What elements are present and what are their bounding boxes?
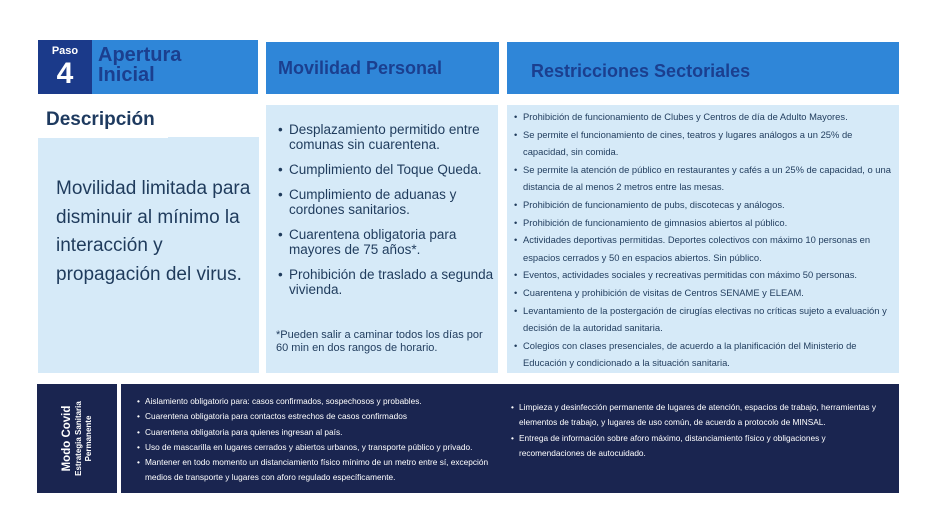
list-item: • Cumplimiento del Toque Queda. (278, 162, 496, 177)
step-title-line2: Inicial (98, 64, 155, 86)
covid-side-title: Modo Covid (60, 405, 73, 472)
list-item: • Prohibición de funcionamiento de pubs, discotecas y análogos. (514, 196, 894, 214)
list-item: • Limpieza y desinfección permanente de lugares de atención, espacios de trabajo, herramientas y elementos de trabajo, y lugares de uso común, de acuerdo a protocolo de MINSAL. (511, 400, 891, 431)
restricciones-header: Restricciones Sectoriales (507, 42, 899, 94)
covid-side-label (37, 384, 117, 493)
list-item: • Se permite la atención de público en restaurantes y cafés a un 25% de capacidad, o una distancia de al menos 2 metros entre las mesas. (514, 161, 894, 196)
step-title-line1: Apertura (98, 44, 182, 66)
list-item: • Entrega de información sobre aforo máximo, distanciamiento físico y obligaciones y recomendaciones de autocuidado. (511, 431, 891, 462)
covid-left-list (137, 394, 507, 486)
list-item: • Prohibición de funcionamiento de Clubes y Centros de día de Adulto Mayores. (514, 108, 894, 126)
list-item: • Uso de mascarilla en lugares cerrados y abiertos urbanos, y transporte público y privado. (137, 440, 507, 455)
movilidad-footnote: *Pueden salir a caminar todos los días por 60 min en dos rangos de horario. (276, 329, 483, 354)
list-item: • Cuarentena obligatoria para contactos estrechos de casos confirmados (137, 409, 507, 424)
list-item: • Mantener en todo momento un distanciamiento físico mínimo de un metro entre sí, excepción medios de transporte y lugares con aforo regulado específicamente. (137, 455, 507, 486)
step-badge (38, 40, 92, 94)
description-tab: Descripción (38, 105, 168, 138)
list-item: • Eventos, actividades sociales y recreativas permitidas con máximo 50 personas. (514, 266, 894, 284)
list-item: • Prohibición de traslado a segunda vivienda. (278, 267, 496, 297)
movilidad-header: Movilidad Personal (266, 42, 499, 94)
covid-side-subtitle-1: Estrategia Sanitaria (73, 401, 83, 476)
step-label: Paso (51, 45, 79, 57)
step-title (92, 40, 258, 94)
step-number: 4 (56, 57, 74, 90)
list-item: • Colegios con clases presenciales, de acuerdo a la planificación del Ministerio de Educación y condicionado a la situación sanitaria. (514, 337, 894, 372)
list-item: • Cuarentena y prohibición de visitas de Centros SENAME y ELEAM. (514, 284, 894, 302)
covid-side-subtitle-2: Permanente (83, 415, 93, 462)
movilidad-list (278, 122, 496, 307)
list-item: • Cumplimiento de aduanas y cordones sanitarios. (278, 187, 496, 217)
list-item: • Desplazamiento permitido entre comunas sin cuarentena. (278, 122, 496, 152)
list-item: • Levantamiento de la postergación de cirugías electivas no críticas sujeto a evaluación y decisión de la autoridad sanitaria. (514, 302, 894, 337)
description-text: Movilidad limitada para disminuir al mínimo la interacción y propagación del virus. (56, 178, 251, 285)
list-item: • Prohibición de funcionamiento de gimnasios abiertos al público. (514, 214, 894, 232)
list-item: • Cuarentena obligatoria para quienes ingresan al país. (137, 425, 507, 440)
list-item: • Cuarentena obligatoria para mayores de 75 años*. (278, 227, 496, 257)
list-item: • Actividades deportivas permitidas. Deportes colectivos con máximo 10 personas en espacios cerrados y 50 en espacios abiertos. Sin público. (514, 231, 894, 266)
covid-right-list (511, 400, 891, 461)
restricciones-list (514, 108, 894, 372)
list-item: • Se permite el funcionamiento de cines, teatros y lugares análogos a un 25% de capacidad, sin comida. (514, 126, 894, 161)
list-item: • Aislamiento obligatorio para: casos confirmados, sospechosos y probables. (137, 394, 507, 409)
